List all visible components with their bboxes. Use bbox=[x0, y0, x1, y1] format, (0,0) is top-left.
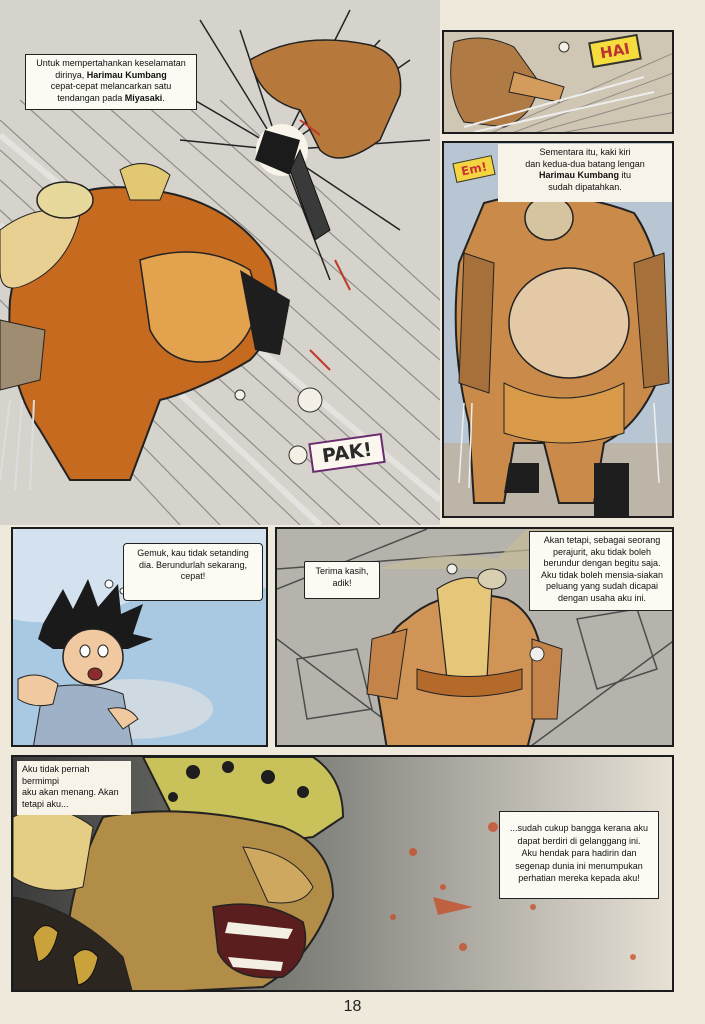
caption-line: aku akan menang. Akan bbox=[22, 787, 119, 797]
caption-text: itu bbox=[619, 170, 632, 180]
panel-hai bbox=[442, 30, 674, 134]
speech-thanks bbox=[304, 561, 380, 599]
caption-warrior-resolve bbox=[529, 531, 674, 611]
panel-kick bbox=[0, 0, 440, 525]
sfx-hai: HAI bbox=[588, 34, 642, 68]
caption-line bbox=[31, 93, 191, 105]
caption-line: perhatian mereka kepada aku! bbox=[518, 873, 640, 883]
caption-line: ...sudah cukup bangga kerana aku bbox=[509, 823, 649, 833]
caption-line: dan kedua-dua batang lengan bbox=[525, 158, 645, 169]
caption-line: dapat berdiri di gelanggang ini. bbox=[517, 835, 641, 846]
sfx-pak: PAK! bbox=[308, 433, 386, 473]
caption-text: tendangan pada bbox=[57, 92, 125, 103]
caption-line: Akan tetapi, sebagai seorang bbox=[543, 535, 661, 545]
caption-text: dirinya, bbox=[55, 69, 87, 80]
speech-line: cepat! bbox=[180, 571, 206, 581]
caption-line bbox=[31, 70, 191, 82]
caption-line: Aku hendak para hadirin dan bbox=[521, 848, 637, 858]
caption-character-name: Harimau Kumbang bbox=[86, 69, 167, 80]
caption-line: Aku tidak pernah bermimpi bbox=[22, 764, 90, 786]
speech-line: dia. Berundurlah sekarang, bbox=[138, 559, 248, 570]
caption-line: tetapi aku... bbox=[22, 798, 69, 809]
speech-boy bbox=[123, 543, 263, 601]
caption-line: sudah dipatahkan. bbox=[548, 181, 622, 192]
caption-line: segenap dunia ini menumpukan bbox=[515, 860, 643, 871]
panel-boy-shouting bbox=[11, 527, 268, 747]
caption-target-name: Miyasaki bbox=[124, 92, 163, 103]
caption-character-name: Harimau Kumbang bbox=[538, 170, 619, 180]
speech-line: Terima kasih, bbox=[315, 566, 369, 576]
panel-warrior-back bbox=[275, 527, 674, 747]
caption-line: dengan usaha aku ini. bbox=[557, 592, 647, 603]
speech-line: Gemuk, kau tidak setanding bbox=[137, 548, 249, 558]
caption-line: peluang yang sudah dicapai bbox=[545, 581, 659, 591]
panel-warrior-closeup bbox=[11, 755, 674, 992]
caption-line: Untuk mempertahankan keselamatan bbox=[36, 58, 186, 68]
speech-line: adik! bbox=[332, 577, 352, 588]
caption-injuries bbox=[498, 144, 672, 202]
caption-proud bbox=[499, 811, 659, 899]
sfx-em: Em! bbox=[452, 155, 495, 183]
caption-line: cepat-cepat melancarkan satu bbox=[50, 81, 172, 91]
panel-warrior-standing bbox=[442, 141, 674, 518]
caption-kick bbox=[25, 54, 197, 110]
caption-text: . bbox=[162, 92, 165, 103]
caption-line: berundur dengan begitu saja. bbox=[543, 558, 661, 568]
caption-line: Sementara itu, kaki kiri bbox=[539, 147, 631, 157]
caption-line bbox=[503, 170, 667, 182]
caption-never-dreamed bbox=[17, 761, 131, 815]
page-number: 18 bbox=[343, 998, 362, 1015]
caption-line: perajurit, aku tidak boleh bbox=[552, 546, 652, 557]
caption-line: Aku tidak boleh mensia-siakan bbox=[540, 569, 664, 580]
